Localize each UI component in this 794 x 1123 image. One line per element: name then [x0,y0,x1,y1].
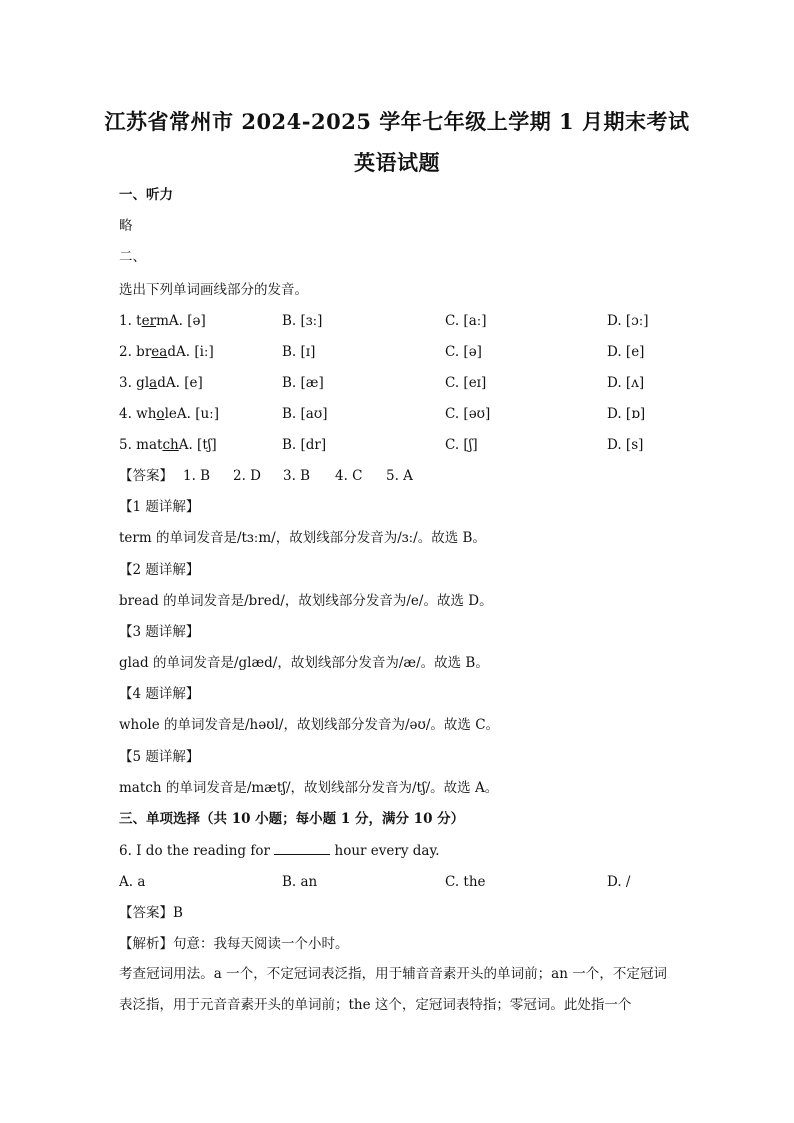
question-stem: 4. wholeA. [uː] [119,406,219,422]
question-6-answer: 【答案】B [119,905,183,921]
detail-text: glad 的单词发音是/glæd/，故划线部分发音为/æ/。故选 B。 [119,655,489,671]
option-a: A. a [119,874,146,890]
section1-note: 略 [119,218,133,234]
section2-heading: 二、 [119,249,146,265]
answer-label: 【答案】 [119,468,173,484]
question-stem: 1. termA. [ə] [119,313,206,329]
option-b: B. [ɪ] [282,344,316,360]
option-d: D. [e] [607,344,645,360]
answers-row [119,467,413,485]
detail-heading: 【4 题详解】 [119,686,200,702]
option-c: C. [eɪ] [445,375,487,391]
document-subtitle: 英语试题 [354,150,440,175]
question-6-analysis: 【解析】句意：我每天阅读一个小时。 [119,936,349,952]
option-b: B. [aʊ] [282,406,328,422]
question-stem: 5. matchA. [tʃ] [119,437,217,453]
answer-item: 2. D [233,468,261,484]
question-row [119,343,679,361]
option-d: D. [ɒ] [607,406,646,422]
option-d: D. [ʌ] [607,375,645,391]
answer-item: 4. C [335,468,363,484]
question-row [119,436,679,454]
answer-item: 3. B [283,468,311,484]
option-b: B. [ɜː] [282,313,323,329]
detail-heading: 【3 题详解】 [119,624,200,640]
question-row [119,405,679,423]
question-stem: 2. breadA. [iː] [119,344,214,360]
question-6-stem: 6. I do the reading for hour every day. [119,843,440,859]
detail-heading: 【2 题详解】 [119,562,200,578]
question-row [119,374,679,392]
option-d: D. [ɔː] [607,313,649,329]
answer-item: 1. B [183,468,211,484]
answer-item: 5. A [386,468,413,484]
detail-text: whole 的单词发音是/həʊl/，故划线部分发音为/əʊ/。故选 C。 [119,717,500,733]
option-c: C. [əʊ] [445,406,491,422]
option-b: B. [dr] [282,437,327,453]
section2-instruction: 选出下列单词画线部分的发音。 [119,282,308,298]
question-6-explanation: 考查冠词用法。a 一个，不定冠词表泛指，用于辅音音素开头的单词前；an 一个，不定冠词表泛指，用于元音音素开头的单词前；the 这个，定冠词表特指；零冠词。此处指一个 [119,966,667,1013]
option-d: D. [s] [607,437,644,453]
question-row [119,312,679,330]
detail-heading: 【1 题详解】 [119,499,200,515]
option-c: C. the [445,874,486,890]
option-c: C. [ʃ] [445,437,478,453]
detail-text: bread 的单词发音是/bred/，故划线部分发音为/e/。故选 D。 [119,593,493,609]
document-title: 江苏省常州市 2024-2025 学年七年级上学期 1 月期末考试 [104,109,690,134]
option-b: B. an [282,874,318,890]
option-d: D. / [607,874,631,890]
section3-heading: 三、单项选择（共 10 小题；每小题 1 分，满分 10 分） [119,811,465,827]
option-c: C. [ə] [445,344,482,360]
section1-heading: 一、听力 [119,187,173,203]
detail-heading: 【5 题详解】 [119,749,200,765]
detail-text: match 的单词发音是/mætʃ/，故划线部分发音为/tʃ/。故选 A。 [119,780,499,796]
question-stem: 3. gladA. [e] [119,375,203,391]
question-6-options [119,873,679,891]
option-c: C. [aː] [445,313,487,329]
answer-blank [274,842,330,855]
option-b: B. [æ] [282,375,324,391]
detail-text: term 的单词发音是/tɜːm/，故划线部分发音为/ɜː/。故选 B。 [119,530,486,546]
